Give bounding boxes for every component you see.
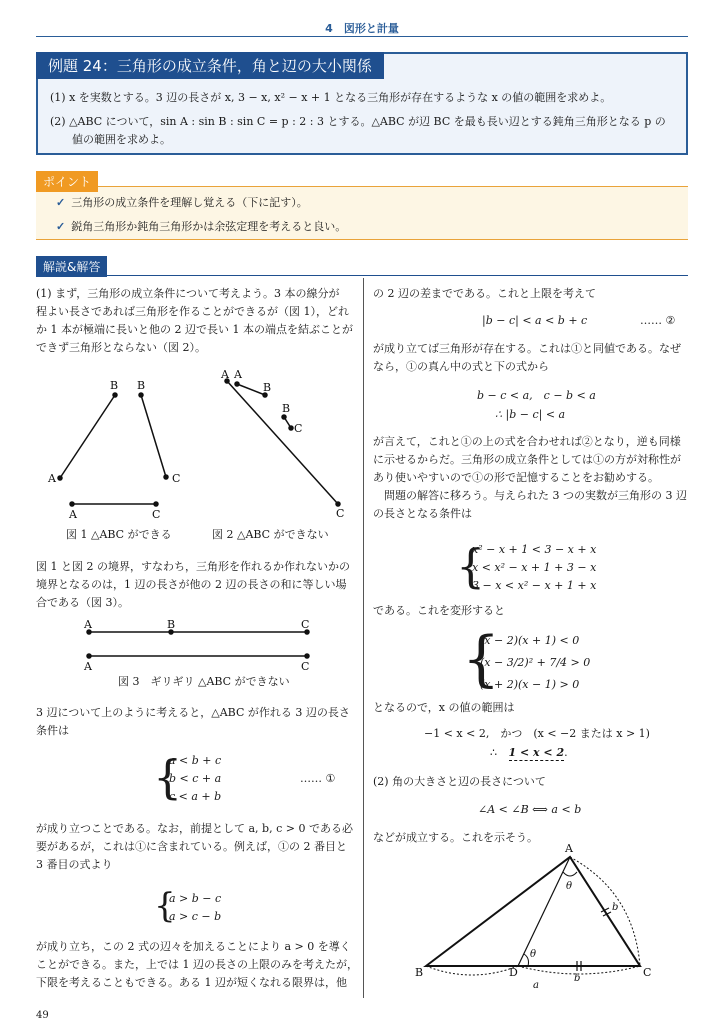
check-icon: ✓ <box>56 196 66 209</box>
svg-text:B: B <box>137 379 146 392</box>
figure-2-caption: 図 2 △ABC ができない <box>212 528 329 541</box>
header-rule <box>36 36 688 37</box>
column-divider <box>363 278 364 998</box>
inequality: a < b + c <box>169 754 222 767</box>
text-line: 合である（図 3）。 <box>36 596 129 609</box>
text-line: なら，①の真ん中の式と下の式から <box>373 360 549 373</box>
text-line: か 1 本が極端に長いと他の 2 辺で長い 1 本の端点を結ぶことが <box>36 323 353 336</box>
equation-2: |b − c| < a < b + c <box>482 314 588 327</box>
svg-text:B: B <box>110 379 119 392</box>
text-line: 境界となるのは，1 辺の長さが他の 2 辺の長さの和に等しい場 <box>36 578 347 591</box>
text-line: 図 1 と図 2 の境界，すなわち，三角形を作れるか作れないかの <box>36 560 350 573</box>
solution-rule <box>36 275 688 276</box>
equation-tag-1: …… ① <box>300 772 336 785</box>
svg-text:θ: θ <box>530 949 537 960</box>
triangle-figure <box>412 842 682 992</box>
right-paragraph-3 <box>373 433 687 523</box>
svg-text:D: D <box>509 966 518 979</box>
svg-text:B: B <box>167 618 176 631</box>
inequality: a > c − b <box>169 910 222 923</box>
equation-3b: ∴ |b − c| < a <box>495 408 566 421</box>
right-line-6: などが成立する。これを示そう。 <box>373 831 538 844</box>
inequality: 3 − x < x² − x + 1 + x <box>472 579 597 592</box>
text-line: 程よい長さであれば三角形を作ることができるが（図 1），どれ <box>36 305 349 318</box>
svg-text:C: C <box>172 472 181 485</box>
left-paragraph-3 <box>36 704 350 740</box>
point-item-text: 三角形の成立条件を理解し覚える（下に記す）。 <box>71 196 308 209</box>
figure-1-caption: 図 1 △ABC ができる <box>66 528 172 541</box>
svg-text:C: C <box>643 966 652 979</box>
left-paragraph-4 <box>36 820 353 874</box>
answer-line-2: ∴ 1 < x < 2. <box>490 746 568 759</box>
svg-text:A: A <box>84 618 92 631</box>
inequality: b < c + a <box>169 772 222 785</box>
point-item-text: 鋭角三角形か鈍角三角形かは余弦定理を考えると良い。 <box>71 220 347 233</box>
left-brace: { <box>154 886 176 926</box>
inequality: x² − x + 1 < 3 − x + x <box>472 543 597 556</box>
left-paragraph-2 <box>36 558 350 612</box>
therefore-symbol: ∴ <box>490 746 497 759</box>
final-answer: 1 < x < 2 <box>508 746 565 759</box>
text-line: ことができる。また，上では 1 辺の長さの上限のみを考えたが， <box>36 958 358 971</box>
svg-text:B: B <box>415 966 424 979</box>
text-line: が成り立てば三角形が存在する。これは①と同値である。なぜ <box>373 342 681 355</box>
left-brace: { <box>456 539 486 593</box>
text-line: が言えて，これと①の上の式を合わせれば②となり，逆も同様 <box>373 435 681 448</box>
svg-text:A: A <box>234 368 242 381</box>
svg-text:C: C <box>301 618 310 631</box>
inequality: x < x² − x + 1 + 3 − x <box>472 561 597 574</box>
check-icon: ✓ <box>56 220 66 233</box>
svg-text:B: B <box>282 402 291 415</box>
inequality: (x − 2)(x + 1) < 0 <box>480 634 580 647</box>
right-line-4: である。これを変形すると <box>373 604 505 617</box>
figure-1-and-2 <box>36 362 361 522</box>
equation-4: ∠A < ∠B ⟺ a < b <box>478 803 582 816</box>
text-line: あり使いやすいので①の形で記憶することをお勧めする。 <box>373 471 659 484</box>
svg-text:A: A <box>69 508 77 521</box>
svg-text:θ: θ <box>566 881 573 892</box>
text-line: 下限を考えることもできる。ある 1 辺が短くなれる限界は，他 <box>36 976 347 989</box>
left-brace: { <box>153 750 183 804</box>
svg-text:C: C <box>152 508 161 521</box>
left-paragraph-5 <box>36 938 358 992</box>
answer-line-1: −1 < x < 2, かつ (x < −2 または x > 1) <box>424 727 650 740</box>
svg-text:B: B <box>263 381 272 394</box>
text-line: 3 辺について上のように考えると，△ABC が作れる 3 辺の長さ <box>36 706 350 719</box>
page-number: 49 <box>36 1010 49 1021</box>
svg-text:A: A <box>221 368 229 381</box>
svg-text:a: a <box>533 980 539 991</box>
text-line: (1) まず，三角形の成立条件について考えよう。3 本の線分が <box>36 287 340 300</box>
svg-text:A: A <box>565 842 573 855</box>
text-line: が成り立つことである。なお，前提として a, b, c > 0 である必 <box>36 822 353 835</box>
inequality: (x + 2)(x − 1) > 0 <box>480 678 580 691</box>
inequality: c < a + b <box>169 790 222 803</box>
text-line: の長さとなる条件は <box>373 507 472 520</box>
right-line-1: の 2 辺の差までである。これと上限を考えて <box>373 287 596 300</box>
svg-text:A: A <box>48 472 56 485</box>
example-q2b: 値の範囲を求めよ。 <box>72 133 171 146</box>
text-line: できず三角形とならない（図 2）。 <box>36 341 206 354</box>
point-label: ポイント <box>36 171 98 192</box>
text-line: が成り立ち，この 2 式の辺々を加えることにより a > 0 を導く <box>36 940 351 953</box>
left-paragraph-1 <box>36 285 353 357</box>
example-q2a: (2) △ABC について，sin A : sin B : sin C = p : 2 : 3 とする。△ABC が辺 BC を最も長い辺とする鈍角三角形となる p の <box>50 115 666 128</box>
equation-3a: b − c < a, c − b < a <box>477 389 596 402</box>
text-line: 要があるが，これは①に含まれている。例えば，①の 2 番目と <box>36 840 347 853</box>
equation-tag-2: …… ② <box>640 314 676 327</box>
example-q1: (1) x を実数とする。3 辺の長さが x, 3 − x, x² − x + 1 となる三角形が存在するような x の値の範囲を求めよ。 <box>50 91 612 104</box>
right-line-5: となるので，x の値の範囲は <box>373 701 515 714</box>
solution-label: 解説&解答 <box>36 256 107 277</box>
point-item <box>56 194 308 210</box>
part-2-heading: (2) 角の大きさと辺の長さについて <box>373 775 546 788</box>
figure-3-caption: 図 3 ギリギリ △ABC ができない <box>118 675 290 688</box>
svg-text:A: A <box>84 660 92 672</box>
text-line: に示せるからだ。三角形の成立条件としては①の方が対称性が <box>373 453 681 466</box>
point-item <box>56 218 346 234</box>
example-title: 例題 24：三角形の成立条件，角と辺の大小関係 <box>36 52 384 79</box>
text-line: 3 番目の式より <box>36 858 113 871</box>
svg-text:C: C <box>294 422 303 435</box>
text-line: 条件は <box>36 724 69 737</box>
figure-3 <box>78 616 328 672</box>
inequality: a > b − c <box>169 892 222 905</box>
inequality: (x − 3/2)² + 7/4 > 0 <box>480 656 591 669</box>
svg-text:C: C <box>301 660 310 672</box>
svg-text:b: b <box>612 902 619 913</box>
svg-text:b: b <box>574 973 581 984</box>
left-brace: { <box>462 624 501 694</box>
text-line: 問題の解答に移ろう。与えられた 3 つの実数が三角形の 3 辺 <box>373 489 687 502</box>
right-paragraph-2 <box>373 340 681 376</box>
chapter-header: 4 図形と計量 <box>325 22 399 35</box>
svg-text:C: C <box>336 507 345 520</box>
